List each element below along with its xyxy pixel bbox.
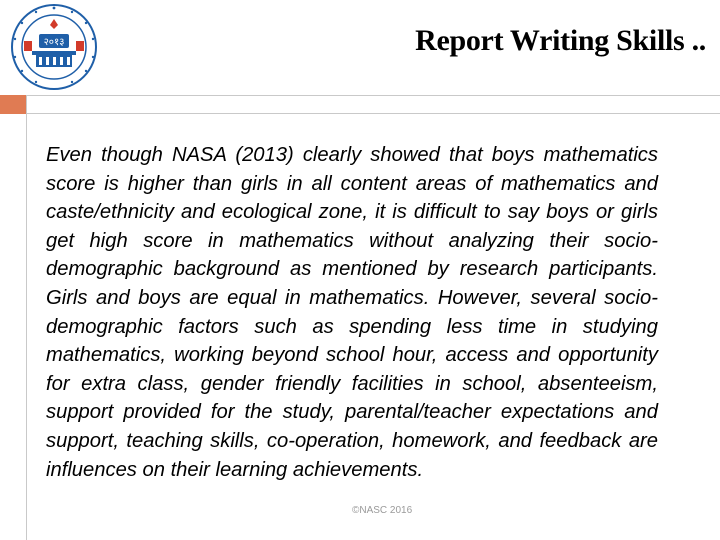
logo-badge-text: २०१३ <box>43 37 65 48</box>
second-rule <box>26 113 720 114</box>
institution-seal-icon <box>6 3 102 91</box>
top-rule <box>26 95 720 96</box>
slide-body-text: Even though NASA (2013) clearly showed that boys mathematics score is higher than girls in all content areas of mathematics and caste/ethnicity and ecological zone, it is difficult to say boys or girls get high score in mathematics without analyzing their socio-demographic background as mentioned by research participants. Girls and boys are equal in mathematics. However, several socio-demographic factors such as spending less time in studying mathematics, working beyond school hour, access and opportunity for extra class, gender friendly facilities in school, absenteeism, support provided for the study, parental/teacher expectations and support, teaching skills, co-operation, homework, and feedback are influences on their learning achievements. <box>46 144 658 481</box>
slide-footer: ©NASC 2016 <box>352 505 413 516</box>
left-rule <box>26 95 27 540</box>
slide-title: Report Writing Skills .. <box>415 24 706 57</box>
accent-block <box>0 95 26 114</box>
